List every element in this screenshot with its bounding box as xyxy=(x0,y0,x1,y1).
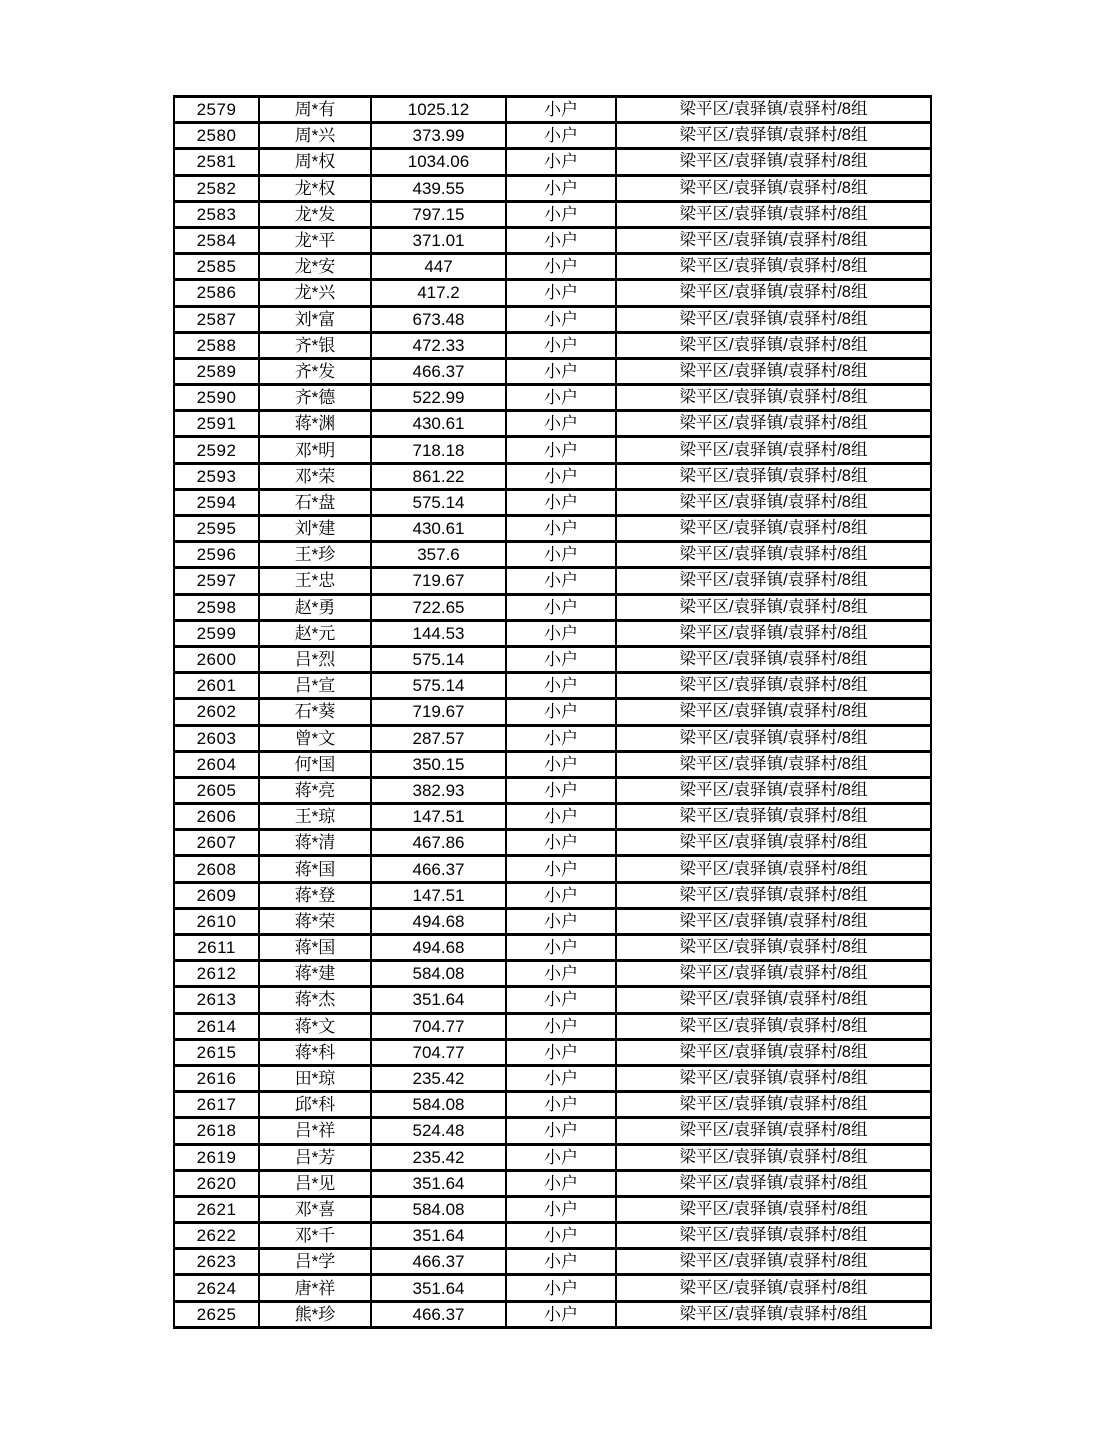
cell-household-type: 小户 xyxy=(506,280,616,306)
cell-household-type: 小户 xyxy=(506,201,616,227)
cell-serial-number: 2601 xyxy=(174,673,259,699)
table-row xyxy=(174,411,931,437)
cell-household-type: 小户 xyxy=(506,516,616,542)
cell-serial-number: 2581 xyxy=(174,149,259,175)
cell-serial-number: 2582 xyxy=(174,175,259,201)
table-row xyxy=(174,1013,931,1039)
cell-area-value: 575.14 xyxy=(371,673,506,699)
cell-household-type: 小户 xyxy=(506,463,616,489)
table-row xyxy=(174,254,931,280)
cell-masked-name: 赵*元 xyxy=(259,620,371,646)
table-row xyxy=(174,568,931,594)
table-row xyxy=(174,1065,931,1091)
cell-masked-name: 邓*千 xyxy=(259,1223,371,1249)
cell-location: 梁平区/袁驿镇/袁驿村/8组 xyxy=(616,516,931,542)
cell-serial-number: 2596 xyxy=(174,542,259,568)
cell-masked-name: 蒋*登 xyxy=(259,882,371,908)
cell-location: 梁平区/袁驿镇/袁驿村/8组 xyxy=(616,1301,931,1327)
cell-household-type: 小户 xyxy=(506,1039,616,1065)
cell-household-type: 小户 xyxy=(506,568,616,594)
cell-masked-name: 蒋*国 xyxy=(259,856,371,882)
cell-location: 梁平区/袁驿镇/袁驿村/8组 xyxy=(616,1249,931,1275)
cell-masked-name: 石*盘 xyxy=(259,489,371,515)
table-row xyxy=(174,646,931,672)
cell-location: 梁平区/袁驿镇/袁驿村/8组 xyxy=(616,620,931,646)
cell-serial-number: 2625 xyxy=(174,1301,259,1327)
cell-area-value: 287.57 xyxy=(371,725,506,751)
cell-household-type: 小户 xyxy=(506,804,616,830)
cell-serial-number: 2580 xyxy=(174,123,259,149)
table-row xyxy=(174,987,931,1013)
cell-location: 梁平区/袁驿镇/袁驿村/8组 xyxy=(616,699,931,725)
cell-serial-number: 2608 xyxy=(174,856,259,882)
cell-area-value: 494.68 xyxy=(371,908,506,934)
cell-location: 梁平区/袁驿镇/袁驿村/8组 xyxy=(616,830,931,856)
cell-household-type: 小户 xyxy=(506,673,616,699)
cell-area-value: 575.14 xyxy=(371,489,506,515)
cell-household-type: 小户 xyxy=(506,1144,616,1170)
cell-area-value: 357.6 xyxy=(371,542,506,568)
table-row xyxy=(174,1196,931,1222)
cell-masked-name: 龙*发 xyxy=(259,201,371,227)
table-row xyxy=(174,1249,931,1275)
cell-household-type: 小户 xyxy=(506,594,616,620)
cell-serial-number: 2599 xyxy=(174,620,259,646)
cell-masked-name: 龙*平 xyxy=(259,227,371,253)
cell-area-value: 797.15 xyxy=(371,201,506,227)
cell-serial-number: 2616 xyxy=(174,1065,259,1091)
table-row xyxy=(174,594,931,620)
cell-masked-name: 石*葵 xyxy=(259,699,371,725)
table-row xyxy=(174,385,931,411)
cell-household-type: 小户 xyxy=(506,1249,616,1275)
table-row xyxy=(174,201,931,227)
cell-serial-number: 2624 xyxy=(174,1275,259,1301)
cell-masked-name: 周*有 xyxy=(259,97,371,123)
cell-area-value: 144.53 xyxy=(371,620,506,646)
cell-area-value: 439.55 xyxy=(371,175,506,201)
cell-location: 梁平区/袁驿镇/袁驿村/8组 xyxy=(616,725,931,751)
cell-household-type: 小户 xyxy=(506,227,616,253)
cell-serial-number: 2591 xyxy=(174,411,259,437)
cell-household-type: 小户 xyxy=(506,175,616,201)
cell-location: 梁平区/袁驿镇/袁驿村/8组 xyxy=(616,411,931,437)
cell-area-value: 861.22 xyxy=(371,463,506,489)
table-row xyxy=(174,280,931,306)
cell-masked-name: 蒋*渊 xyxy=(259,411,371,437)
table-row xyxy=(174,620,931,646)
cell-area-value: 1025.12 xyxy=(371,97,506,123)
table-row xyxy=(174,437,931,463)
cell-serial-number: 2609 xyxy=(174,882,259,908)
cell-location: 梁平区/袁驿镇/袁驿村/8组 xyxy=(616,987,931,1013)
cell-masked-name: 刘*富 xyxy=(259,306,371,332)
cell-masked-name: 龙*安 xyxy=(259,254,371,280)
cell-masked-name: 蒋*亮 xyxy=(259,777,371,803)
cell-serial-number: 2603 xyxy=(174,725,259,751)
cell-location: 梁平区/袁驿镇/袁驿村/8组 xyxy=(616,385,931,411)
cell-serial-number: 2611 xyxy=(174,935,259,961)
table-body xyxy=(174,97,931,1328)
cell-location: 梁平区/袁驿镇/袁驿村/8组 xyxy=(616,594,931,620)
cell-household-type: 小户 xyxy=(506,751,616,777)
cell-serial-number: 2586 xyxy=(174,280,259,306)
cell-masked-name: 唐*祥 xyxy=(259,1275,371,1301)
cell-household-type: 小户 xyxy=(506,385,616,411)
cell-household-type: 小户 xyxy=(506,646,616,672)
cell-location: 梁平区/袁驿镇/袁驿村/8组 xyxy=(616,280,931,306)
cell-household-type: 小户 xyxy=(506,620,616,646)
cell-location: 梁平区/袁驿镇/袁驿村/8组 xyxy=(616,1144,931,1170)
cell-masked-name: 刘*建 xyxy=(259,516,371,542)
cell-area-value: 522.99 xyxy=(371,385,506,411)
cell-household-type: 小户 xyxy=(506,1013,616,1039)
cell-household-type: 小户 xyxy=(506,1196,616,1222)
cell-area-value: 351.64 xyxy=(371,987,506,1013)
table-row xyxy=(174,175,931,201)
cell-masked-name: 蒋*荣 xyxy=(259,908,371,934)
cell-area-value: 382.93 xyxy=(371,777,506,803)
cell-serial-number: 2600 xyxy=(174,646,259,672)
cell-household-type: 小户 xyxy=(506,411,616,437)
cell-household-type: 小户 xyxy=(506,437,616,463)
table-row xyxy=(174,1223,931,1249)
cell-area-value: 147.51 xyxy=(371,804,506,830)
cell-location: 梁平区/袁驿镇/袁驿村/8组 xyxy=(616,97,931,123)
cell-masked-name: 赵*勇 xyxy=(259,594,371,620)
cell-serial-number: 2610 xyxy=(174,908,259,934)
cell-location: 梁平区/袁驿镇/袁驿村/8组 xyxy=(616,856,931,882)
cell-serial-number: 2588 xyxy=(174,332,259,358)
table-row xyxy=(174,673,931,699)
cell-serial-number: 2587 xyxy=(174,306,259,332)
table-row xyxy=(174,358,931,384)
cell-masked-name: 蒋*杰 xyxy=(259,987,371,1013)
cell-serial-number: 2590 xyxy=(174,385,259,411)
cell-masked-name: 齐*发 xyxy=(259,358,371,384)
table-row xyxy=(174,463,931,489)
cell-household-type: 小户 xyxy=(506,699,616,725)
cell-household-type: 小户 xyxy=(506,1092,616,1118)
cell-masked-name: 蒋*科 xyxy=(259,1039,371,1065)
cell-household-type: 小户 xyxy=(506,542,616,568)
table-row xyxy=(174,306,931,332)
table-row xyxy=(174,751,931,777)
table-row xyxy=(174,489,931,515)
table-row xyxy=(174,777,931,803)
table-row xyxy=(174,935,931,961)
cell-masked-name: 邓*明 xyxy=(259,437,371,463)
cell-area-value: 584.08 xyxy=(371,1092,506,1118)
cell-serial-number: 2606 xyxy=(174,804,259,830)
cell-household-type: 小户 xyxy=(506,254,616,280)
cell-serial-number: 2621 xyxy=(174,1196,259,1222)
cell-household-type: 小户 xyxy=(506,358,616,384)
cell-area-value: 704.77 xyxy=(371,1039,506,1065)
cell-serial-number: 2619 xyxy=(174,1144,259,1170)
cell-area-value: 373.99 xyxy=(371,123,506,149)
table-row xyxy=(174,332,931,358)
cell-serial-number: 2585 xyxy=(174,254,259,280)
cell-household-type: 小户 xyxy=(506,882,616,908)
cell-location: 梁平区/袁驿镇/袁驿村/8组 xyxy=(616,306,931,332)
cell-masked-name: 吕*芳 xyxy=(259,1144,371,1170)
table-row xyxy=(174,1301,931,1327)
table-row xyxy=(174,699,931,725)
cell-masked-name: 邱*科 xyxy=(259,1092,371,1118)
cell-location: 梁平区/袁驿镇/袁驿村/8组 xyxy=(616,1013,931,1039)
cell-location: 梁平区/袁驿镇/袁驿村/8组 xyxy=(616,149,931,175)
cell-location: 梁平区/袁驿镇/袁驿村/8组 xyxy=(616,489,931,515)
cell-masked-name: 龙*权 xyxy=(259,175,371,201)
table-row xyxy=(174,725,931,751)
cell-location: 梁平区/袁驿镇/袁驿村/8组 xyxy=(616,1275,931,1301)
table-row xyxy=(174,123,931,149)
cell-masked-name: 王*珍 xyxy=(259,542,371,568)
cell-location: 梁平区/袁驿镇/袁驿村/8组 xyxy=(616,542,931,568)
cell-serial-number: 2615 xyxy=(174,1039,259,1065)
cell-area-value: 719.67 xyxy=(371,699,506,725)
cell-area-value: 722.65 xyxy=(371,594,506,620)
cell-household-type: 小户 xyxy=(506,830,616,856)
cell-area-value: 235.42 xyxy=(371,1065,506,1091)
cell-area-value: 430.61 xyxy=(371,411,506,437)
cell-serial-number: 2605 xyxy=(174,777,259,803)
table-row xyxy=(174,804,931,830)
cell-masked-name: 周*权 xyxy=(259,149,371,175)
cell-household-type: 小户 xyxy=(506,725,616,751)
cell-area-value: 147.51 xyxy=(371,882,506,908)
cell-household-type: 小户 xyxy=(506,1065,616,1091)
cell-area-value: 371.01 xyxy=(371,227,506,253)
cell-serial-number: 2607 xyxy=(174,830,259,856)
cell-masked-name: 周*兴 xyxy=(259,123,371,149)
cell-serial-number: 2579 xyxy=(174,97,259,123)
cell-masked-name: 蒋*国 xyxy=(259,935,371,961)
cell-location: 梁平区/袁驿镇/袁驿村/8组 xyxy=(616,751,931,777)
table-row xyxy=(174,830,931,856)
cell-serial-number: 2613 xyxy=(174,987,259,1013)
cell-masked-name: 王*忠 xyxy=(259,568,371,594)
table-row xyxy=(174,856,931,882)
cell-area-value: 704.77 xyxy=(371,1013,506,1039)
cell-area-value: 430.61 xyxy=(371,516,506,542)
cell-location: 梁平区/袁驿镇/袁驿村/8组 xyxy=(616,935,931,961)
cell-location: 梁平区/袁驿镇/袁驿村/8组 xyxy=(616,882,931,908)
cell-masked-name: 蒋*清 xyxy=(259,830,371,856)
cell-masked-name: 何*国 xyxy=(259,751,371,777)
cell-masked-name: 曾*文 xyxy=(259,725,371,751)
cell-serial-number: 2604 xyxy=(174,751,259,777)
cell-area-value: 584.08 xyxy=(371,961,506,987)
cell-location: 梁平区/袁驿镇/袁驿村/8组 xyxy=(616,1118,931,1144)
cell-household-type: 小户 xyxy=(506,908,616,934)
cell-masked-name: 齐*德 xyxy=(259,385,371,411)
cell-serial-number: 2617 xyxy=(174,1092,259,1118)
cell-area-value: 350.15 xyxy=(371,751,506,777)
cell-serial-number: 2583 xyxy=(174,201,259,227)
cell-location: 梁平区/袁驿镇/袁驿村/8组 xyxy=(616,1223,931,1249)
cell-household-type: 小户 xyxy=(506,1118,616,1144)
data-table xyxy=(173,95,932,1329)
cell-area-value: 447 xyxy=(371,254,506,280)
table-row xyxy=(174,1118,931,1144)
cell-location: 梁平区/袁驿镇/袁驿村/8组 xyxy=(616,1092,931,1118)
table-row xyxy=(174,1039,931,1065)
table-row xyxy=(174,542,931,568)
table-row xyxy=(174,1144,931,1170)
cell-serial-number: 2618 xyxy=(174,1118,259,1144)
cell-household-type: 小户 xyxy=(506,987,616,1013)
cell-masked-name: 王*琼 xyxy=(259,804,371,830)
cell-location: 梁平区/袁驿镇/袁驿村/8组 xyxy=(616,568,931,594)
cell-location: 梁平区/袁驿镇/袁驿村/8组 xyxy=(616,358,931,384)
cell-area-value: 466.37 xyxy=(371,1301,506,1327)
cell-serial-number: 2612 xyxy=(174,961,259,987)
cell-household-type: 小户 xyxy=(506,1223,616,1249)
cell-area-value: 1034.06 xyxy=(371,149,506,175)
cell-area-value: 351.64 xyxy=(371,1223,506,1249)
table-row xyxy=(174,1275,931,1301)
cell-masked-name: 吕*见 xyxy=(259,1170,371,1196)
cell-serial-number: 2597 xyxy=(174,568,259,594)
cell-area-value: 466.37 xyxy=(371,856,506,882)
cell-location: 梁平区/袁驿镇/袁驿村/8组 xyxy=(616,332,931,358)
cell-household-type: 小户 xyxy=(506,1301,616,1327)
table-row xyxy=(174,961,931,987)
cell-location: 梁平区/袁驿镇/袁驿村/8组 xyxy=(616,175,931,201)
cell-location: 梁平区/袁驿镇/袁驿村/8组 xyxy=(616,227,931,253)
cell-location: 梁平区/袁驿镇/袁驿村/8组 xyxy=(616,1196,931,1222)
table-row xyxy=(174,97,931,123)
cell-serial-number: 2595 xyxy=(174,516,259,542)
cell-serial-number: 2593 xyxy=(174,463,259,489)
cell-serial-number: 2584 xyxy=(174,227,259,253)
cell-area-value: 235.42 xyxy=(371,1144,506,1170)
table-row xyxy=(174,882,931,908)
cell-location: 梁平区/袁驿镇/袁驿村/8组 xyxy=(616,254,931,280)
cell-masked-name: 齐*银 xyxy=(259,332,371,358)
cell-serial-number: 2622 xyxy=(174,1223,259,1249)
cell-household-type: 小户 xyxy=(506,856,616,882)
cell-masked-name: 吕*学 xyxy=(259,1249,371,1275)
cell-household-type: 小户 xyxy=(506,961,616,987)
cell-location: 梁平区/袁驿镇/袁驿村/8组 xyxy=(616,908,931,934)
cell-masked-name: 吕*祥 xyxy=(259,1118,371,1144)
cell-masked-name: 邓*荣 xyxy=(259,463,371,489)
cell-masked-name: 邓*喜 xyxy=(259,1196,371,1222)
cell-serial-number: 2589 xyxy=(174,358,259,384)
cell-masked-name: 蒋*建 xyxy=(259,961,371,987)
cell-location: 梁平区/袁驿镇/袁驿村/8组 xyxy=(616,646,931,672)
cell-area-value: 466.37 xyxy=(371,358,506,384)
cell-serial-number: 2620 xyxy=(174,1170,259,1196)
table-row xyxy=(174,516,931,542)
cell-area-value: 466.37 xyxy=(371,1249,506,1275)
cell-location: 梁平区/袁驿镇/袁驿村/8组 xyxy=(616,463,931,489)
cell-area-value: 584.08 xyxy=(371,1196,506,1222)
cell-serial-number: 2623 xyxy=(174,1249,259,1275)
table-row xyxy=(174,1170,931,1196)
cell-household-type: 小户 xyxy=(506,1170,616,1196)
cell-household-type: 小户 xyxy=(506,935,616,961)
table-row xyxy=(174,227,931,253)
cell-household-type: 小户 xyxy=(506,777,616,803)
cell-serial-number: 2602 xyxy=(174,699,259,725)
cell-location: 梁平区/袁驿镇/袁驿村/8组 xyxy=(616,123,931,149)
cell-location: 梁平区/袁驿镇/袁驿村/8组 xyxy=(616,437,931,463)
cell-location: 梁平区/袁驿镇/袁驿村/8组 xyxy=(616,804,931,830)
cell-household-type: 小户 xyxy=(506,1275,616,1301)
cell-area-value: 524.48 xyxy=(371,1118,506,1144)
cell-household-type: 小户 xyxy=(506,332,616,358)
cell-area-value: 719.67 xyxy=(371,568,506,594)
cell-location: 梁平区/袁驿镇/袁驿村/8组 xyxy=(616,201,931,227)
table-row xyxy=(174,149,931,175)
cell-household-type: 小户 xyxy=(506,97,616,123)
cell-location: 梁平区/袁驿镇/袁驿村/8组 xyxy=(616,673,931,699)
cell-household-type: 小户 xyxy=(506,306,616,332)
cell-location: 梁平区/袁驿镇/袁驿村/8组 xyxy=(616,1170,931,1196)
cell-masked-name: 蒋*文 xyxy=(259,1013,371,1039)
cell-masked-name: 龙*兴 xyxy=(259,280,371,306)
cell-area-value: 673.48 xyxy=(371,306,506,332)
cell-area-value: 718.18 xyxy=(371,437,506,463)
cell-location: 梁平区/袁驿镇/袁驿村/8组 xyxy=(616,1065,931,1091)
cell-area-value: 494.68 xyxy=(371,935,506,961)
cell-location: 梁平区/袁驿镇/袁驿村/8组 xyxy=(616,1039,931,1065)
cell-household-type: 小户 xyxy=(506,489,616,515)
cell-serial-number: 2598 xyxy=(174,594,259,620)
cell-masked-name: 田*琼 xyxy=(259,1065,371,1091)
cell-area-value: 575.14 xyxy=(371,646,506,672)
cell-serial-number: 2594 xyxy=(174,489,259,515)
cell-serial-number: 2614 xyxy=(174,1013,259,1039)
cell-location: 梁平区/袁驿镇/袁驿村/8组 xyxy=(616,777,931,803)
cell-area-value: 472.33 xyxy=(371,332,506,358)
cell-masked-name: 熊*珍 xyxy=(259,1301,371,1327)
cell-masked-name: 吕*烈 xyxy=(259,646,371,672)
cell-area-value: 351.64 xyxy=(371,1170,506,1196)
table-row xyxy=(174,908,931,934)
cell-area-value: 467.86 xyxy=(371,830,506,856)
table-row xyxy=(174,1092,931,1118)
cell-location: 梁平区/袁驿镇/袁驿村/8组 xyxy=(616,961,931,987)
cell-area-value: 351.64 xyxy=(371,1275,506,1301)
cell-serial-number: 2592 xyxy=(174,437,259,463)
cell-masked-name: 吕*宣 xyxy=(259,673,371,699)
cell-household-type: 小户 xyxy=(506,149,616,175)
cell-household-type: 小户 xyxy=(506,123,616,149)
cell-area-value: 417.2 xyxy=(371,280,506,306)
